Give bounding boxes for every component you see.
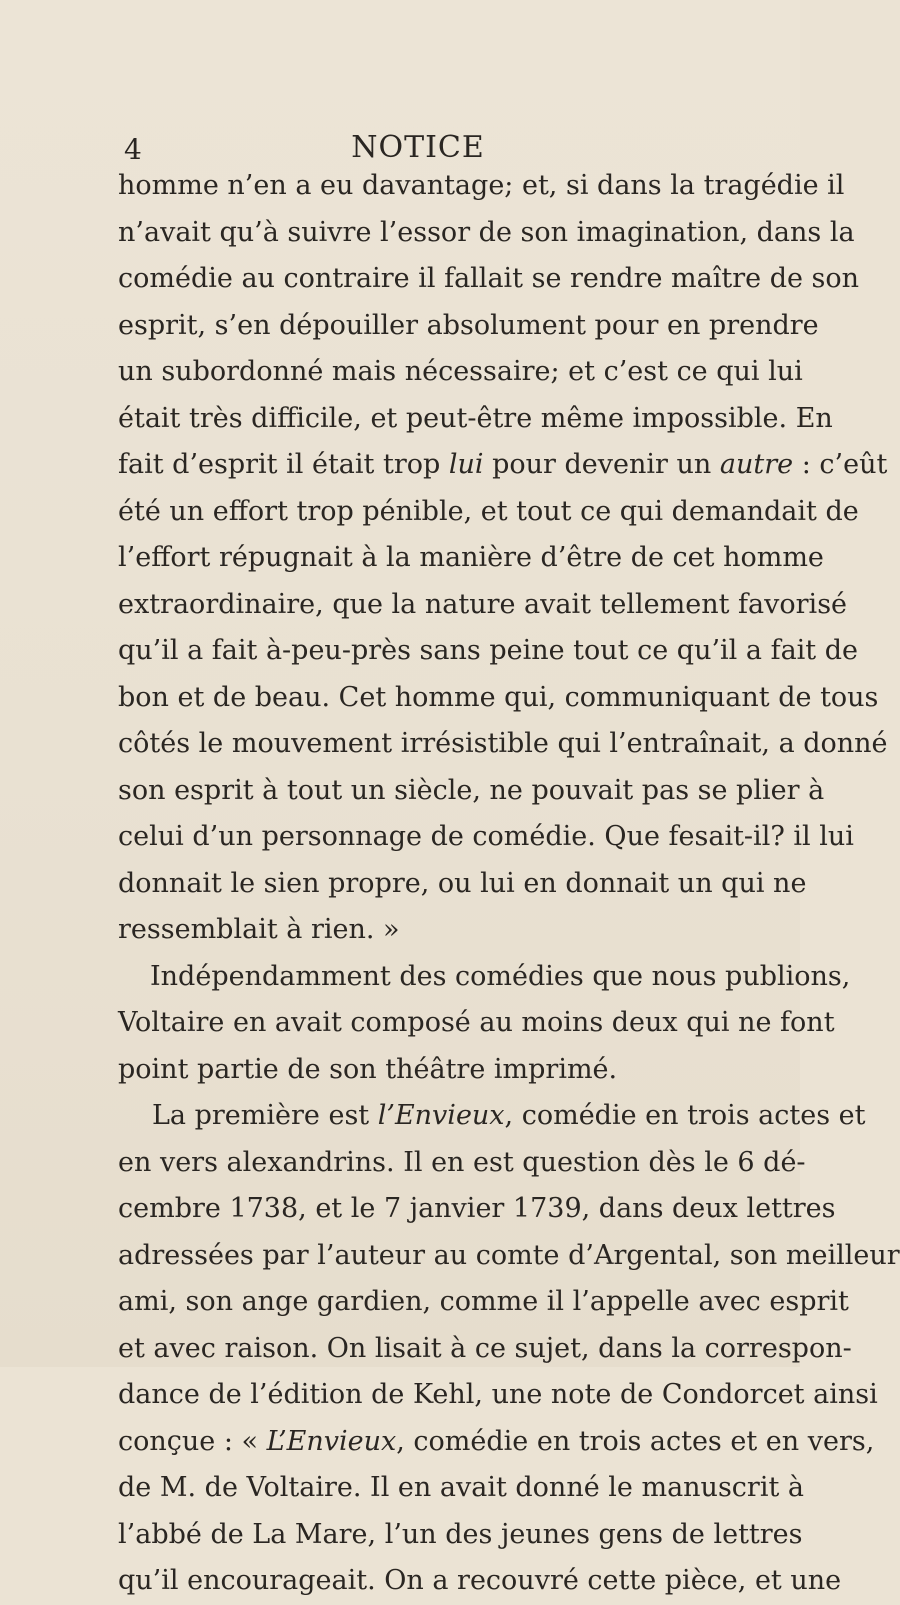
text-line: ami, son ange gardien, comme il l’appelle avec esprit (118, 1286, 849, 1317)
text-line: adressées par l’auteur au comte d’Argental, son meilleur (118, 1239, 900, 1271)
running-head: NOTICE (351, 130, 485, 165)
text-line: un subordonné mais nécessaire; et c’est ce qui lui (118, 356, 803, 387)
text-line: qu’il encourageait. On a recouvré cette pièce, et une (118, 1565, 842, 1596)
text-line: et avec raison. On lisait à ce sujet, dans la correspon- (118, 1332, 852, 1364)
text-line: point partie de son théâtre imprimé. (118, 1053, 618, 1085)
page-header (118, 128, 718, 168)
text-line: donnait le sien propre, ou lui en donnait un qui ne (118, 867, 807, 899)
text-line: dance de l’édition de Kehl, une note de Condorcet ainsi (118, 1379, 878, 1410)
text-line: comédie au contraire il fallait se rendre maître de son (118, 263, 860, 294)
text-line: de M. de Voltaire. Il en avait donné le manuscrit à (118, 1472, 804, 1503)
text-line: conçue : « L’Envieux, comédie en trois actes et en vers, (118, 1425, 875, 1457)
text-line: Indépendamment des comédies que nous publions, (150, 960, 851, 992)
text-line: extraordinaire, que la nature avait tellement favorisé (118, 588, 848, 620)
text-line: son esprit à tout un siècle, ne pouvait pas se plier à (118, 774, 825, 806)
text-line: Voltaire en avait composé au moins deux qui ne font (118, 1007, 835, 1038)
text-line: l’abbé de La Mare, l’un des jeunes gens de lettres (118, 1518, 803, 1550)
text-line: homme n’en a eu davantage; et, si dans la tragédie il (118, 170, 845, 201)
text-line: fait d’esprit il était trop lui pour devenir un autre : c’eût (118, 449, 888, 480)
body-text (118, 163, 900, 1605)
text-line: n’avait qu’à suivre l’essor de son imagination, dans la (118, 216, 855, 248)
text-line: en vers alexandrins. Il en est question dès le 6 dé- (118, 1146, 806, 1178)
text-line: esprit, s’en dépouiller absolument pour en prendre (118, 309, 819, 341)
text-line: cembre 1738, et le 7 janvier 1739, dans deux lettres (118, 1193, 836, 1224)
text-line: ressemblait à rien. » (118, 914, 400, 945)
text-line: celui d’un personnage de comédie. Que fesait-il? il lui (118, 821, 854, 852)
text-line: qu’il a fait à-peu-près sans peine tout ce qu’il a fait de (118, 635, 858, 666)
text-line: été un effort trop pénible, et tout ce qui demandait de (118, 495, 859, 527)
text-line: bon et de beau. Cet homme qui, communiquant de tous (118, 681, 879, 713)
text-line: La première est l’Envieux, comédie en trois actes et (152, 1100, 866, 1131)
text-line: l’effort répugnait à la manière d’être de cet homme (118, 542, 824, 573)
text-line: était très difficile, et peut-être même impossible. En (118, 402, 833, 434)
text-line: côtés le mouvement irrésistible qui l’entraînait, a donné (118, 728, 888, 759)
page-number: 4 (124, 133, 142, 166)
